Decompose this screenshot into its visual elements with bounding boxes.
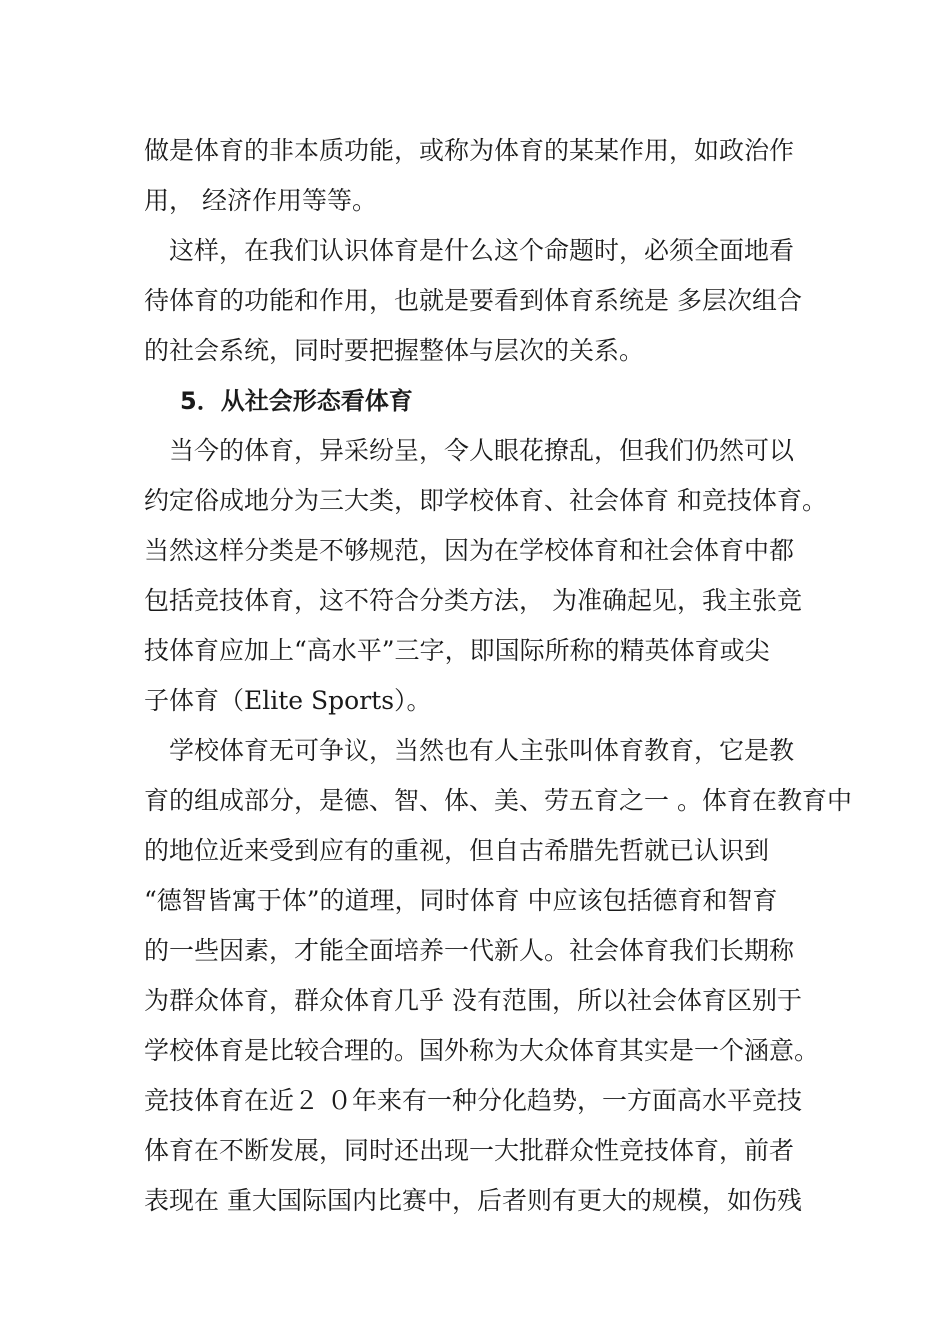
text-line: 包括竞技体育，这不符合分类方法， 为准确起见，我主张竞 (144, 586, 802, 615)
text-line: 的社会系统，同时要把握整体与层次的关系。 (144, 336, 645, 365)
text-line: 做是体育的非本质功能，或称为体育的某某作用，如政治作 (144, 136, 795, 165)
text-line: 子体育（Elite Sports）。 (144, 686, 432, 715)
text-line: 的一些因素，才能全面培养一代新人。社会体育我们长期称 (144, 936, 795, 965)
text-line: 约定俗成地分为三大类，即学校体育、社会体育 和竞技体育。 (144, 486, 827, 515)
section-heading: 5．从社会形态看体育 (180, 387, 413, 415)
text-line: 学校体育是比较合理的。国外称为大众体育其实是一个涵意。 (144, 1036, 820, 1065)
text-line: 技体育应加上“高水平”三字，即国际所称的精英体育或尖 (144, 636, 770, 665)
text-line: “德智皆寓于体”的道理，同时体育 中应该包括德育和智育 (144, 886, 778, 915)
text-line: 表现在 重大国际国内比赛中，后者则有更大的规模，如伤残 (144, 1186, 802, 1215)
text-line: 学校体育无可争议，当然也有人主张叫体育教育，它是教 (144, 736, 795, 765)
text-line: 竞技体育在近２ ０年来有一种分化趋势，一方面高水平竞技 (144, 1086, 802, 1115)
text-line: 当然这样分类是不够规范，因为在学校体育和社会体育中都 (144, 536, 795, 565)
document-body (144, 126, 852, 1226)
text-line: 育的组成部分，是德、智、体、美、劳五育之一 。体育在教育中 (144, 786, 852, 815)
text-line: 这样，在我们认识体育是什么这个命题时，必须全面地看 (144, 236, 795, 265)
text-line: 的地位近来受到应有的重视，但自古希腊先哲就已认识到 (144, 836, 770, 865)
text-line: 用， 经济作用等等。 (144, 186, 377, 215)
text-line: 待体育的功能和作用，也就是要看到体育系统是 多层次组合 (144, 286, 802, 315)
text-line: 当今的体育，异采纷呈，令人眼花撩乱，但我们仍然可以 (144, 436, 795, 465)
text-line: 体育在不断发展，同时还出现一大批群众性竞技体育，前者 (144, 1136, 795, 1165)
text-line: 为群众体育，群众体育几乎 没有范围，所以社会体育区别于 (144, 986, 802, 1015)
